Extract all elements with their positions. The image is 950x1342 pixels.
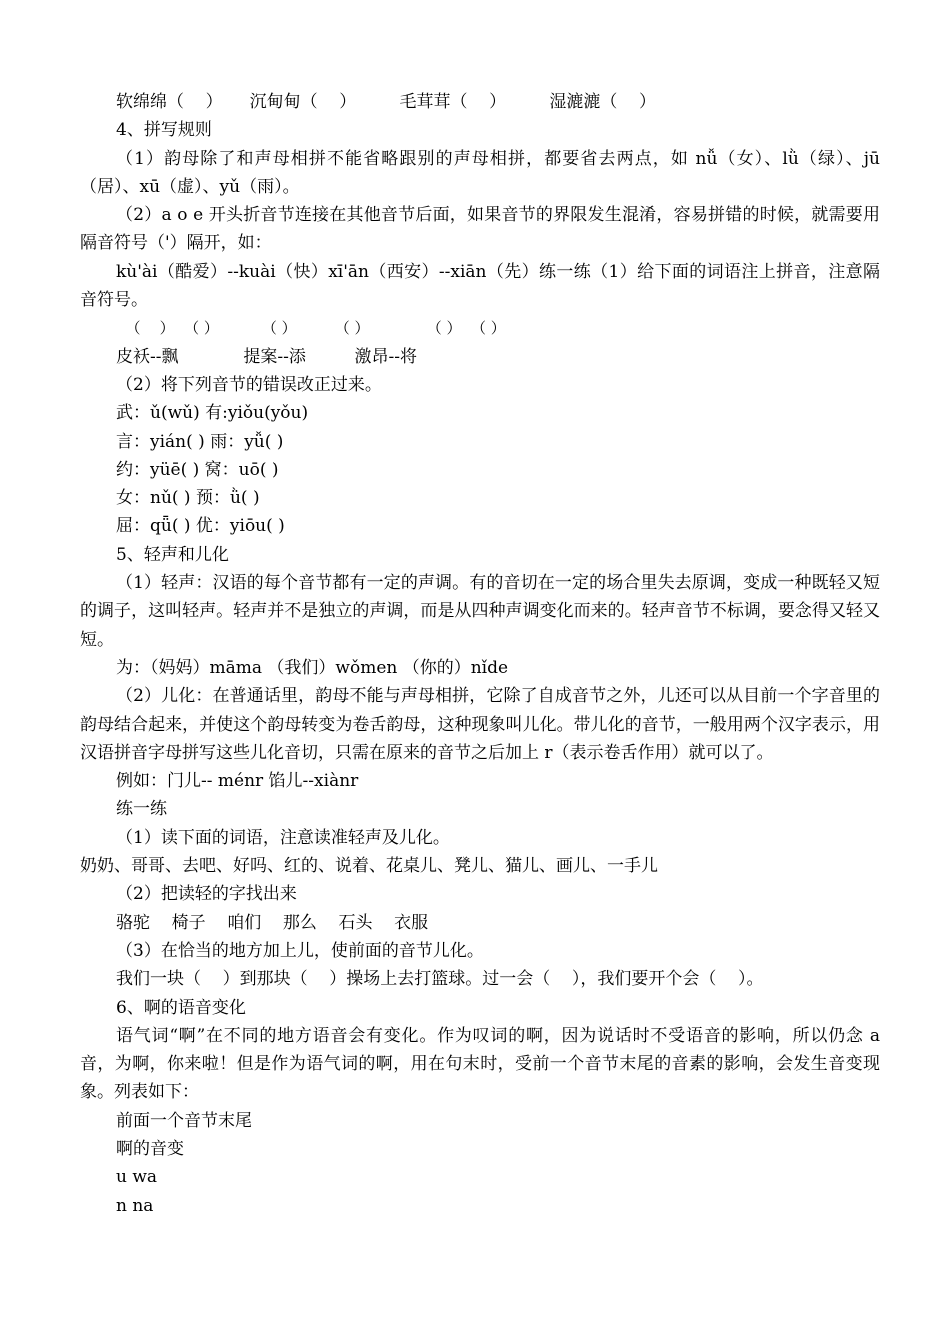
text-line: （3）在恰当的地方加上儿，使前面的音节儿化。 <box>116 940 484 961</box>
text-line: （2）将下列音节的错误改正过来。 <box>116 374 382 395</box>
text-line: 啊的音变 <box>116 1138 184 1159</box>
section-heading: 5、轻声和儿化 <box>116 544 229 565</box>
section-heading: 6、啊的语音变化 <box>116 997 246 1018</box>
paragraph: （2）a o e 开头折音节连接在其他音节后面，如果音节的界限发生混淆，容易拼错的时候，就需要用隔音符号（'）隔开，如： <box>80 205 880 254</box>
paragraph: （1）韵母除了和声母相拼不能省略跟别的声母相拼，都要省去两点，如 nǚ（女）、lǜ（绿）、jū（居）、xū（虚）、yǔ（雨）。 <box>80 148 880 197</box>
paragraph: （1）轻声：汉语的每个音节都有一定的声调。有的音切在一定的场合里失去原调，变成一种既轻又短的调子，这叫轻声。轻声并不是独立的声调，而是从四种声调变化而来的。轻声音节不标调，要念得又轻又短。 <box>80 573 880 650</box>
text-line: 软绵绵（ ） 沉甸甸（ ） 毛茸茸（ ） 湿漉漉（ ） <box>116 92 656 112</box>
text-line: （1）读下面的词语，注意读准轻声及儿化。 <box>116 827 450 848</box>
text-line: 前面一个音节末尾 <box>116 1110 252 1131</box>
text-line: 例如：门儿-- ménr 馅儿--xiànr <box>116 771 359 792</box>
text-line: 练一练 <box>116 799 167 820</box>
paragraph: kù'ài（酷爱）--kuài（快）xī'ān（西安）--xiān（先）练一练（1）给下面的词语注上拼音，注意隔音符号。 <box>80 261 880 311</box>
document-page <box>80 88 886 1220</box>
text-line: 皮袄--飘 提案--添 激昂--将 <box>116 346 417 367</box>
text-line: 女：nǔ( ) 预：ǜ( ) <box>116 488 260 509</box>
paragraph: （2）儿化：在普通话里，韵母不能与声母相拼，它除了自成音节之外，儿还可以从目前一个字音里的韵母结合起来，并使这个韵母转变为卷舌韵母，这种现象叫儿化。带儿化的音节，一般用两个汉字表示，用汉语拼音字母拼写这些儿化音切，只需在原来的音节之后加上 r（表示卷舌作用）就可以了。 <box>80 686 880 763</box>
text-line: n na <box>116 1195 154 1216</box>
text-line: u wa <box>116 1167 158 1188</box>
text-line: 武：ǔ(wǔ) 有:yiǒu(yǒu) <box>116 403 309 424</box>
text-line: 约：yüē( ) 窝：uō( ) <box>116 459 279 480</box>
text-line: （2）把读轻的字找出来 <box>116 884 297 905</box>
text-line: 奶奶、哥哥、去吧、好吗、红的、说着、花桌儿、凳儿、猫儿、画儿、一手儿 <box>80 856 658 877</box>
text-line: 言：yián( ) 雨：yǚ( ) <box>116 431 284 452</box>
text-line: 为：（妈妈）māma （我们）wǒmen （你的）nǐde <box>116 657 509 678</box>
text-line: 骆驼 椅子 咱们 那么 石头 衣服 <box>116 912 429 933</box>
paragraph: 语气词“啊”在不同的地方语音会有变化。作为叹词的啊，因为说话时不受语音的影响，所以仍念 a 音，为啊，你来啦！但是作为语气词的啊，用在句末时，受前一个音节末尾的音素的影响，会发生音变现象。列表如下： <box>80 1025 886 1103</box>
section-heading: 4、拼写规则 <box>116 120 212 141</box>
blank-brackets-line: （ ） （ ） （ ） （ ） （ ） （ ） <box>116 319 506 338</box>
text-line: 屈：qǖ( ) 优：yiōu( ) <box>116 516 285 537</box>
text-line: 我们一块（ ）到那块（ ）操场上去打篮球。过一会（ ），我们要开个会（ ）。 <box>116 969 764 990</box>
